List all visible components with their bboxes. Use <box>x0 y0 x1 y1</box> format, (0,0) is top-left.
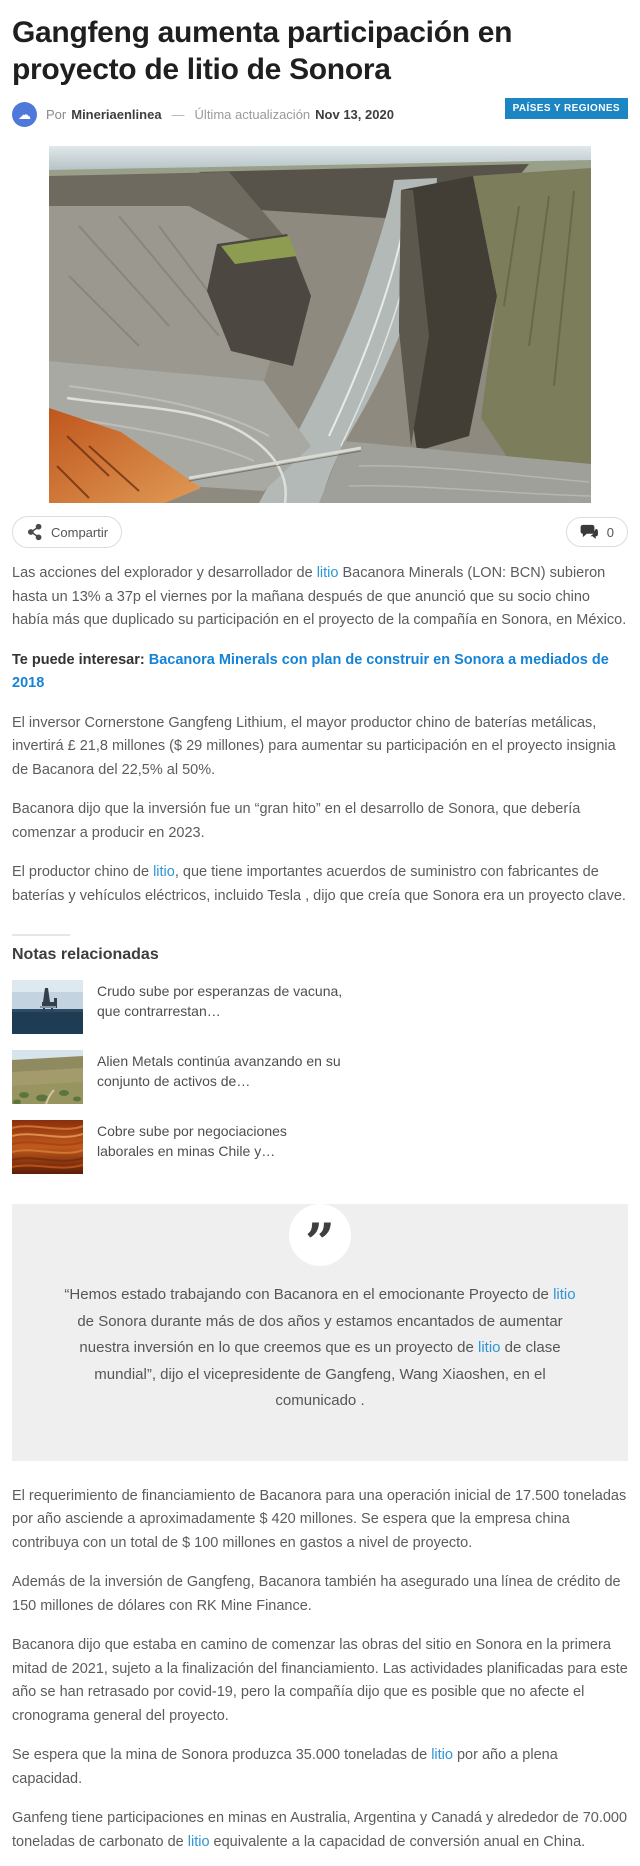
text-segment: de Sonora durante más de dos años y estamos encantados de aumentar nuestra inversión en lo que creemos que es un proyecto de <box>77 1313 562 1357</box>
text-segment: equivalente a la capacidad de conversión anual en China. <box>210 1834 586 1850</box>
comments-button[interactable] <box>566 517 628 547</box>
updated-date: Nov 13, 2020 <box>315 107 394 122</box>
category-badge[interactable]: PAÍSES Y REGIONES <box>505 98 628 119</box>
inline-link[interactable]: litio <box>188 1834 210 1850</box>
inline-link[interactable]: Bacanora Minerals con plan de construir en Sonora a mediados de 2018 <box>12 652 609 692</box>
inline-link[interactable]: litio <box>317 565 339 581</box>
text-segment: Ganfeng tiene participaciones en minas en Australia, Argentina y Canadá y alrededor de 70.000 toneladas de carbonato de <box>12 1810 627 1850</box>
paragraph <box>12 1744 628 1791</box>
text-segment: por año a plena capacidad. <box>12 1747 558 1787</box>
share-bar <box>12 516 628 548</box>
inline-link[interactable]: litio <box>431 1747 453 1763</box>
related-item-title: Crudo sube por esperanzas de vacuna, que contrarrestan… <box>97 980 347 1034</box>
text-segment: Te puede interesar: <box>12 652 149 668</box>
related-item[interactable] <box>12 1050 628 1104</box>
text-segment: , que tiene importantes acuerdos de suministro con fabricantes de baterías y vehículos eléctricos, incluido Tesla , dijo que creía que Sonora era un proyecto clave. <box>12 864 626 904</box>
quote-text <box>64 1282 576 1415</box>
text-segment: El productor chino de <box>12 864 153 880</box>
copper-wire-thumbnail <box>12 1120 83 1174</box>
text-segment: Bacanora dijo que la inversión fue un “gran hito” en el desarrollo de Sonora, que debería comenzar a producir en 2023. <box>12 801 580 841</box>
related-section <box>12 934 628 1174</box>
comments-count: 0 <box>607 525 614 540</box>
paragraph <box>12 712 628 783</box>
author-link[interactable]: Mineriaenlinea <box>71 107 161 122</box>
byline-prefix: Por <box>46 107 66 122</box>
hero-image-canyon-aerial <box>49 146 591 503</box>
interest-paragraph <box>12 649 628 696</box>
paragraph <box>12 1807 628 1854</box>
text-segment: Bacanora Minerals (LON: BCN) subieron hasta un 13% a 37p el viernes por la mañana después de que anunció que su socio chino había más que duplicado su participación en el proyecto de la compañía en Sonora, en México. <box>12 565 626 628</box>
quote-icon: ” <box>305 1218 335 1270</box>
author-avatar[interactable] <box>12 102 37 127</box>
desert-hills-thumbnail <box>12 1050 83 1104</box>
pull-quote <box>12 1204 628 1461</box>
article-bottom <box>12 1485 628 1866</box>
text-segment: “Hemos estado trabajando con Bacanora en el emocionante Proyecto de <box>64 1286 553 1303</box>
paragraph <box>12 1571 628 1618</box>
comments-icon <box>580 524 599 540</box>
related-item-title: Alien Metals continúa avanzando en su conjunto de activos de… <box>97 1050 347 1104</box>
oil-rig-thumbnail <box>12 980 83 1034</box>
related-item-title: Cobre sube por negociaciones laborales en minas Chile y… <box>97 1120 347 1174</box>
text-segment: El requerimiento de financiamiento de Bacanora para una operación inicial de 17.500 toneladas por año asciende a aproximadamente $ 420 millones. Se espera que la empresa china contribuya con un total de $ 100 millones en gastos a nivel de proyecto. <box>12 1488 626 1551</box>
page-title: Gangfeng aumenta participación en proyecto de litio de Sonora <box>12 14 628 88</box>
text-segment: Se espera que la mina de Sonora produzca 35.000 toneladas de <box>12 1747 431 1763</box>
inline-link[interactable]: litio <box>553 1286 576 1303</box>
text-segment: Las acciones del explorador y desarrollador de <box>12 565 317 581</box>
text-segment: Bacanora dijo que estaba en camino de comenzar las obras del sitio en Sonora en la primera mitad de 2021, sujeto a la finalización del financiamiento. Las actividades planificadas para este año se han retrasado por covid-19, pero la compañía dijo que es posible que no afecte el cronograma general del proyecto. <box>12 1637 628 1724</box>
paragraph <box>12 798 628 845</box>
share-icon <box>26 523 43 541</box>
section-divider <box>12 934 70 936</box>
share-label: Compartir <box>51 525 108 540</box>
inline-link[interactable]: litio <box>153 864 175 880</box>
text-segment: El inversor Cornerstone Gangfeng Lithium, el mayor productor chino de baterías metálicas, invertirá £ 21,8 millones ($ 29 millones) para aumentar su participación en el proyecto insignia de Bacanora del 22,5% al 50%. <box>12 715 616 778</box>
cloud-icon: ☁ <box>18 108 31 121</box>
inline-link[interactable]: litio <box>478 1339 501 1356</box>
text-segment: Además de la inversión de Gangfeng, Bacanora también ha asegurado una línea de crédito de 150 millones de dólares con RK Mine Finance. <box>12 1574 621 1614</box>
byline <box>12 100 628 128</box>
share-button[interactable] <box>12 516 122 548</box>
text-segment: de clase mundial”, dijo el vicepresidente de Gangfeng, Wang Xiaoshen, en el comunicado . <box>94 1339 560 1409</box>
quote-circle <box>289 1204 351 1266</box>
paragraph <box>12 861 628 908</box>
updated-label: Última actualización <box>195 107 311 122</box>
article-page <box>0 14 640 1866</box>
paragraph <box>12 562 628 633</box>
related-item[interactable] <box>12 980 628 1034</box>
paragraph <box>12 1634 628 1728</box>
related-item[interactable] <box>12 1120 628 1174</box>
paragraph <box>12 1485 628 1556</box>
related-heading: Notas relacionadas <box>12 946 628 964</box>
byline-separator: — <box>172 107 185 122</box>
